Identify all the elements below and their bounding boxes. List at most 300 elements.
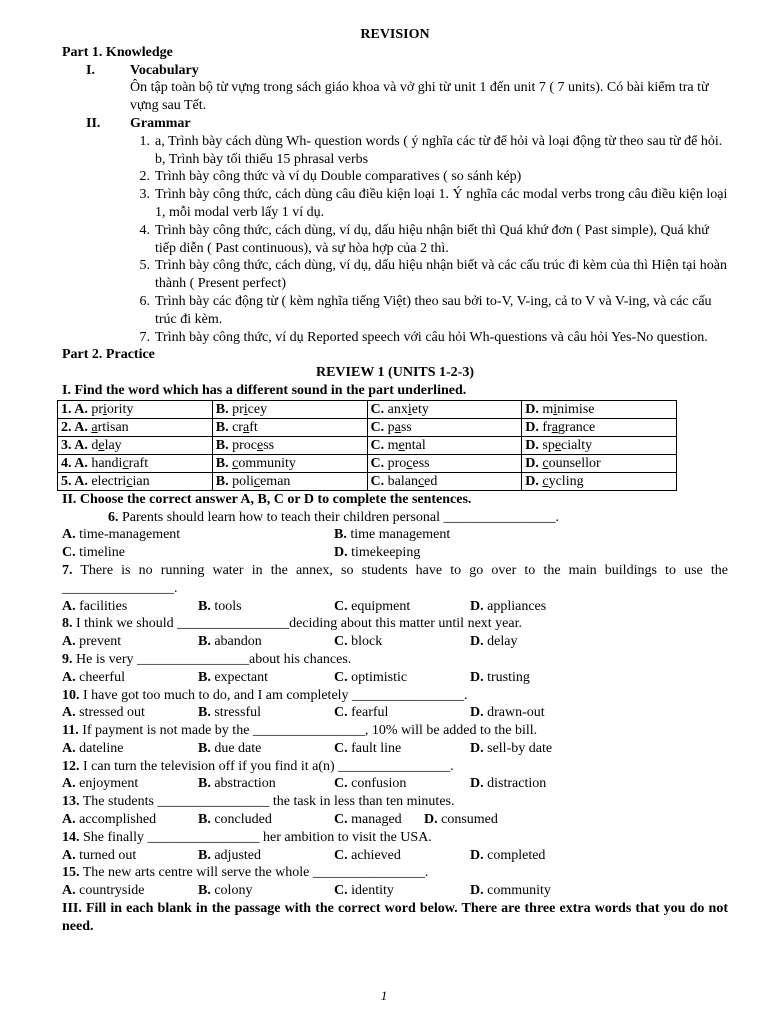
options-row bbox=[62, 775, 728, 793]
word-part: cialty bbox=[561, 437, 593, 453]
option-text: delay bbox=[483, 634, 518, 650]
option-letter: C. bbox=[334, 847, 348, 863]
options-row bbox=[62, 526, 728, 544]
question-text: If payment is not made by the ________________, 10% will be added to the bill. bbox=[78, 723, 538, 739]
grammar-item-number bbox=[128, 151, 155, 169]
question-stem bbox=[62, 829, 728, 847]
option-text: prevent bbox=[75, 634, 122, 650]
option-letter: D. bbox=[470, 740, 484, 756]
option-text: trusting bbox=[483, 669, 530, 685]
sound-cell bbox=[367, 436, 522, 454]
answer-option bbox=[334, 633, 470, 651]
question-text: There is no running water in the annex, so students have to go over to the main buildings to use the ________________. bbox=[62, 562, 728, 596]
question-stem bbox=[62, 722, 728, 740]
underlined-sound: a bbox=[394, 419, 401, 435]
options-row bbox=[62, 633, 728, 651]
word-part: nimise bbox=[557, 401, 595, 417]
question-stem bbox=[62, 509, 728, 527]
question-stem bbox=[62, 651, 728, 669]
grammar-item bbox=[62, 329, 728, 347]
options-row bbox=[62, 740, 728, 758]
sound-cell bbox=[58, 472, 213, 490]
question-text: Parents should learn how to teach their children personal ________________. bbox=[118, 509, 560, 525]
grammar-item-number: 5. bbox=[139, 258, 150, 274]
question-stem bbox=[62, 562, 728, 598]
option-text: turned out bbox=[75, 847, 137, 863]
answer-option bbox=[62, 847, 198, 865]
option-letter: C. bbox=[62, 545, 76, 561]
option-letter: B. bbox=[215, 437, 229, 453]
answer-option bbox=[62, 669, 198, 687]
vocab-heading: Vocabulary bbox=[130, 62, 199, 78]
answer-option bbox=[334, 811, 424, 829]
option-text: optimistic bbox=[347, 669, 408, 685]
page-number: 1 bbox=[380, 988, 388, 1003]
part2-heading: Part 2. Practice bbox=[62, 347, 155, 363]
grammar-item-text: Trình bày công thức, cách dùng, ví dụ, dấu hiệu nhận biết và các cấu trúc đi kèm của thì Hiện tại hoàn thành ( Present perfect) bbox=[155, 258, 727, 292]
grammar-item-text: b, Trình bày tối thiểu 15 phrasal verbs bbox=[155, 151, 369, 167]
sound-row bbox=[58, 418, 677, 436]
option-text: appliances bbox=[483, 598, 547, 614]
option-letter: B. bbox=[215, 419, 229, 435]
sound-row bbox=[58, 436, 677, 454]
grammar-item bbox=[62, 257, 728, 293]
options-row bbox=[62, 598, 728, 616]
question-text: I have got too much to do, and I am completely ________________. bbox=[79, 687, 468, 703]
word-part: sp bbox=[538, 437, 555, 453]
question-number: 9. bbox=[62, 651, 73, 667]
answer-option bbox=[62, 775, 198, 793]
option-text: timekeeping bbox=[347, 545, 421, 561]
question-number: 10. bbox=[62, 687, 80, 703]
option-letter: A. bbox=[62, 847, 76, 863]
answer-option bbox=[334, 669, 470, 687]
question-stem bbox=[62, 864, 728, 882]
answer-option bbox=[198, 775, 334, 793]
question-number: 14. bbox=[62, 829, 80, 845]
underlined-sound: i bbox=[243, 401, 248, 417]
grammar-section bbox=[62, 115, 728, 133]
option-letter: B. bbox=[215, 473, 229, 489]
grammar-item bbox=[62, 168, 728, 186]
option-letter: C. bbox=[334, 776, 348, 792]
sound-row bbox=[58, 454, 677, 472]
answer-option bbox=[198, 740, 334, 758]
grammar-item-text: Trình bày các động từ ( kèm nghĩa tiếng Việt) theo sau bởi to-V, V-ing, cả to V và V-ing, và các cấu trúc đi kèm. bbox=[155, 293, 712, 327]
option-letter: 4. A. bbox=[61, 455, 88, 471]
option-letter: A. bbox=[62, 669, 76, 685]
word-part: ommunity bbox=[238, 455, 296, 471]
option-text: equipment bbox=[347, 598, 411, 614]
question-list bbox=[62, 509, 728, 901]
question-text: The students ________________ the task in less than ten minutes. bbox=[79, 794, 455, 810]
answer-option bbox=[198, 633, 334, 651]
option-letter: A. bbox=[62, 776, 76, 792]
answer-option bbox=[470, 598, 546, 616]
underlined-sound: e bbox=[98, 437, 105, 453]
option-letter: D. bbox=[525, 419, 539, 435]
review-title: REVIEW 1 (UNITS 1-2-3) bbox=[315, 365, 475, 381]
question-stem bbox=[62, 793, 728, 811]
option-text: adjusted bbox=[210, 847, 261, 863]
option-letter: D. bbox=[470, 705, 484, 721]
grammar-item bbox=[62, 133, 728, 151]
option-letter: B. bbox=[198, 847, 211, 863]
word-part: ntal bbox=[404, 437, 426, 453]
answer-option bbox=[470, 847, 545, 865]
section2-heading: II. Choose the correct answer A, B, C or D to complete the sentences. bbox=[62, 491, 472, 507]
sound-cell bbox=[367, 400, 522, 418]
option-letter: D. bbox=[525, 455, 539, 471]
option-text: community bbox=[483, 883, 551, 899]
sound-cell bbox=[58, 454, 213, 472]
option-text: time management bbox=[346, 527, 451, 543]
option-text: sell-by date bbox=[483, 740, 553, 756]
underlined-sound: c bbox=[542, 473, 549, 489]
option-letter: B. bbox=[198, 776, 211, 792]
option-letter: C. bbox=[334, 883, 348, 899]
sound-cell bbox=[522, 454, 677, 472]
option-text: distraction bbox=[483, 776, 547, 792]
answer-option bbox=[424, 811, 498, 829]
option-letter: C. bbox=[370, 437, 385, 453]
option-letter: B. bbox=[198, 740, 211, 756]
underlined-sound: c bbox=[122, 455, 129, 471]
word-part: poli bbox=[228, 473, 254, 489]
option-text: dateline bbox=[75, 740, 124, 756]
answer-option bbox=[334, 775, 470, 793]
option-letter: A. bbox=[62, 705, 76, 721]
grammar-item-number: 3. bbox=[139, 187, 150, 203]
underlined-sound: e bbox=[398, 437, 405, 453]
question-text: He is very ________________about his chances. bbox=[72, 651, 352, 667]
vocab-roman: I. bbox=[86, 62, 95, 78]
option-text: consumed bbox=[437, 812, 498, 828]
sound-cell bbox=[522, 418, 677, 436]
option-letter: D. bbox=[470, 847, 484, 863]
page-title: REVISION bbox=[360, 27, 430, 42]
sound-cell bbox=[522, 436, 677, 454]
sound-cell bbox=[212, 400, 367, 418]
option-letter: D. bbox=[424, 812, 438, 828]
answer-option bbox=[62, 526, 334, 544]
option-text: countryside bbox=[75, 883, 145, 899]
sound-cell bbox=[522, 472, 677, 490]
option-letter: B. bbox=[198, 812, 211, 828]
option-letter: D. bbox=[525, 437, 539, 453]
answer-option bbox=[198, 669, 334, 687]
option-letter: A. bbox=[62, 634, 76, 650]
option-letter: A. bbox=[62, 598, 76, 614]
grammar-item bbox=[62, 151, 728, 169]
word-part: ety bbox=[411, 401, 429, 417]
sound-cell bbox=[58, 418, 213, 436]
answer-option bbox=[334, 847, 470, 865]
answer-option bbox=[198, 882, 334, 900]
underlined-sound: i bbox=[553, 401, 558, 417]
answer-option bbox=[470, 882, 551, 900]
word-part: ority bbox=[106, 401, 134, 417]
grammar-item-text: a, Trình bày cách dùng Wh- question words ( ý nghĩa các từ để hỏi và loại động từ theo sau từ để hỏi. bbox=[155, 133, 723, 149]
word-part: cr bbox=[228, 419, 243, 435]
word-part: m bbox=[538, 401, 554, 417]
options-row bbox=[62, 811, 728, 829]
option-letter: D. bbox=[470, 776, 484, 792]
question-stem bbox=[62, 615, 728, 633]
question-number: 8. bbox=[62, 616, 73, 632]
underlined-sound: i bbox=[103, 401, 107, 417]
option-text: expectant bbox=[210, 669, 268, 685]
word-part: pr bbox=[87, 401, 104, 417]
grammar-item bbox=[62, 186, 728, 222]
answer-option bbox=[62, 811, 198, 829]
word-part: proc bbox=[228, 437, 257, 453]
option-letter: C. bbox=[334, 705, 348, 721]
answer-option bbox=[470, 704, 545, 722]
word-part: balan bbox=[384, 473, 418, 489]
underlined-sound: i bbox=[407, 401, 412, 417]
word-part: raft bbox=[128, 455, 149, 471]
word-part: eman bbox=[260, 473, 291, 489]
option-text: managed bbox=[347, 812, 402, 828]
option-letter: B. bbox=[334, 527, 347, 543]
grammar-item-number: 1. bbox=[139, 133, 150, 149]
option-text: achieved bbox=[347, 847, 401, 863]
option-text: accomplished bbox=[75, 812, 157, 828]
underlined-sound: c bbox=[253, 473, 261, 489]
word-part: ss bbox=[400, 419, 412, 435]
underlined-sound: e bbox=[256, 437, 264, 453]
grammar-roman: II. bbox=[86, 115, 101, 131]
sound-cell bbox=[212, 436, 367, 454]
sound-cell bbox=[367, 472, 522, 490]
grammar-item bbox=[62, 222, 728, 258]
answer-option bbox=[62, 544, 334, 562]
answer-option bbox=[62, 704, 198, 722]
option-letter: D. bbox=[470, 634, 484, 650]
option-letter: C. bbox=[370, 401, 385, 417]
question-text: I think we should ________________deciding about this matter until next year. bbox=[72, 616, 522, 632]
underlined-sound: c bbox=[232, 455, 239, 471]
word-part: ed bbox=[424, 473, 438, 489]
underlined-sound: e bbox=[554, 437, 562, 453]
options-row bbox=[62, 704, 728, 722]
grammar-item-text: Trình bày công thức, cách dùng, ví dụ, dấu hiệu nhận biết thì Quá khứ đơn ( Past simple), Quá khứ tiếp diễn ( Past continuous), và sự hòa hợp của 2 thì. bbox=[155, 222, 709, 256]
option-letter: D. bbox=[470, 669, 484, 685]
section1-heading: I. Find the word which has a different sound in the part underlined. bbox=[62, 382, 467, 398]
option-letter: B. bbox=[198, 883, 211, 899]
word-part: handi bbox=[87, 455, 123, 471]
question-number: 15. bbox=[62, 865, 80, 881]
answer-option bbox=[198, 598, 334, 616]
vocab-text: Ôn tập toàn bộ từ vựng trong sách giáo khoa và vở ghi từ unit 1 đến unit 7 ( 7 units). Có bài kiểm tra từ vựng sau Tết. bbox=[130, 80, 709, 114]
document-page bbox=[62, 26, 728, 936]
grammar-heading: Grammar bbox=[130, 115, 191, 131]
question-number: 6. bbox=[108, 509, 119, 525]
option-letter: D. bbox=[525, 401, 539, 417]
option-text: time-management bbox=[75, 527, 181, 543]
word-part: electri bbox=[87, 473, 127, 489]
word-part: grance bbox=[557, 419, 596, 435]
option-text: identity bbox=[347, 883, 394, 899]
underlined-sound: c bbox=[406, 455, 413, 471]
option-text: drawn-out bbox=[483, 705, 545, 721]
answer-option bbox=[62, 740, 198, 758]
option-letter: C. bbox=[370, 419, 385, 435]
option-letter: D. bbox=[525, 473, 539, 489]
sound-cell bbox=[522, 400, 677, 418]
options-row bbox=[62, 544, 728, 562]
answer-option bbox=[62, 882, 198, 900]
answer-option bbox=[198, 811, 334, 829]
options-row bbox=[62, 882, 728, 900]
option-letter: A. bbox=[62, 883, 76, 899]
option-letter: 1. A. bbox=[61, 401, 88, 417]
option-letter: C. bbox=[370, 455, 385, 471]
sound-cell bbox=[367, 418, 522, 436]
question-stem bbox=[62, 758, 728, 776]
question-number: 11. bbox=[62, 723, 79, 739]
option-letter: 2. A. bbox=[61, 419, 88, 435]
sound-row bbox=[58, 472, 677, 490]
sound-cell bbox=[367, 454, 522, 472]
word-part: ycling bbox=[548, 473, 584, 489]
answer-option bbox=[470, 775, 546, 793]
question-text: The new arts centre will serve the whole ________________. bbox=[79, 865, 429, 881]
underlined-sound: a bbox=[551, 419, 558, 435]
option-letter: B. bbox=[215, 401, 229, 417]
grammar-item-number: 6. bbox=[139, 293, 150, 309]
sound-cell bbox=[212, 472, 367, 490]
option-letter: B. bbox=[198, 598, 211, 614]
word-part: d bbox=[87, 437, 99, 453]
option-letter: 3. A. bbox=[61, 437, 88, 453]
word-part: anx bbox=[384, 401, 408, 417]
option-text: tools bbox=[210, 598, 242, 614]
option-text: abandon bbox=[210, 634, 262, 650]
question-number: 12. bbox=[62, 758, 80, 774]
grammar-item-text: Trình bày công thức, cách dùng câu điều kiện loại 1. Ý nghĩa các modal verbs trong câu điều kiện loại 1, mỗi modal verb lấy 1 ví dụ. bbox=[155, 187, 728, 220]
answer-option bbox=[334, 544, 420, 562]
grammar-item-number: 7. bbox=[139, 329, 150, 345]
sound-row bbox=[58, 400, 677, 418]
option-text: completed bbox=[483, 847, 546, 863]
grammar-item-text: Trình bày công thức, ví dụ Reported speech với câu hỏi Wh-questions và câu hỏi Yes-No question. bbox=[155, 329, 708, 345]
word-part: p bbox=[384, 419, 395, 435]
option-letter: D. bbox=[334, 545, 348, 561]
answer-option bbox=[334, 882, 470, 900]
answer-option bbox=[334, 704, 470, 722]
question-number: 7. bbox=[62, 562, 73, 578]
grammar-item bbox=[62, 293, 728, 329]
option-letter: B. bbox=[198, 634, 211, 650]
option-letter: B. bbox=[198, 705, 211, 721]
word-part: ess bbox=[412, 455, 430, 471]
option-letter: C. bbox=[334, 669, 348, 685]
grammar-item-number: 2. bbox=[139, 169, 150, 185]
underlined-sound: c bbox=[417, 473, 425, 489]
option-letter: A. bbox=[62, 812, 76, 828]
answer-option bbox=[334, 526, 450, 544]
word-part: cey bbox=[247, 401, 268, 417]
option-letter: B. bbox=[198, 669, 211, 685]
word-part: m bbox=[384, 437, 399, 453]
option-text: stressed out bbox=[75, 705, 145, 721]
underlined-sound: a bbox=[242, 419, 250, 435]
question-stem bbox=[62, 687, 728, 705]
option-letter: D. bbox=[470, 883, 484, 899]
option-letter: B. bbox=[215, 455, 229, 471]
word-part: ounsellor bbox=[548, 455, 601, 471]
option-text: due date bbox=[210, 740, 262, 756]
answer-option bbox=[62, 633, 198, 651]
underlined-sound: c bbox=[126, 473, 133, 489]
sound-cell bbox=[212, 454, 367, 472]
option-letter: C. bbox=[334, 812, 348, 828]
word-part: ian bbox=[132, 473, 150, 489]
part1-heading: Part 1. Knowledge bbox=[62, 44, 173, 60]
word-part: pro bbox=[384, 455, 407, 471]
option-letter: C. bbox=[334, 740, 348, 756]
option-letter: C. bbox=[334, 598, 348, 614]
option-letter: A. bbox=[62, 527, 76, 543]
option-text: confusion bbox=[347, 776, 407, 792]
word-part: rtisan bbox=[97, 419, 129, 435]
option-text: enjoyment bbox=[75, 776, 139, 792]
grammar-list bbox=[62, 133, 728, 347]
word-part: pr bbox=[228, 401, 244, 417]
grammar-item-text: Trình bày công thức và ví dụ Double comparatives ( so sánh kép) bbox=[155, 169, 522, 185]
vocab-section bbox=[62, 62, 728, 115]
grammar-item-number: 4. bbox=[139, 222, 150, 238]
word-part: ss bbox=[263, 437, 275, 453]
sound-table bbox=[57, 400, 677, 491]
option-letter: 5. A. bbox=[61, 473, 88, 489]
option-letter: C. bbox=[370, 473, 385, 489]
word-part: lay bbox=[104, 437, 122, 453]
option-text: block bbox=[347, 634, 383, 650]
option-text: colony bbox=[210, 883, 253, 899]
sound-cell bbox=[58, 400, 213, 418]
option-text: cheerful bbox=[75, 669, 125, 685]
option-letter: D. bbox=[470, 598, 484, 614]
answer-option bbox=[470, 669, 530, 687]
answer-option bbox=[470, 740, 552, 758]
option-text: fearful bbox=[347, 705, 389, 721]
word-part: fr bbox=[538, 419, 552, 435]
word-part: ft bbox=[249, 419, 258, 435]
answer-option bbox=[470, 633, 517, 651]
options-row bbox=[62, 669, 728, 687]
option-text: facilities bbox=[75, 598, 128, 614]
option-letter: C. bbox=[334, 634, 348, 650]
answer-option bbox=[198, 847, 334, 865]
answer-option bbox=[198, 704, 334, 722]
underlined-sound: c bbox=[542, 455, 549, 471]
option-text: fault line bbox=[347, 740, 402, 756]
option-text: stressful bbox=[210, 705, 262, 721]
question-number: 13. bbox=[62, 794, 80, 810]
sound-cell bbox=[212, 418, 367, 436]
options-row bbox=[62, 847, 728, 865]
underlined-sound: a bbox=[91, 419, 98, 435]
option-letter: A. bbox=[62, 740, 76, 756]
answer-option bbox=[334, 598, 470, 616]
option-text: abstraction bbox=[210, 776, 276, 792]
answer-option bbox=[62, 598, 198, 616]
answer-option bbox=[334, 740, 470, 758]
sound-cell bbox=[58, 436, 213, 454]
